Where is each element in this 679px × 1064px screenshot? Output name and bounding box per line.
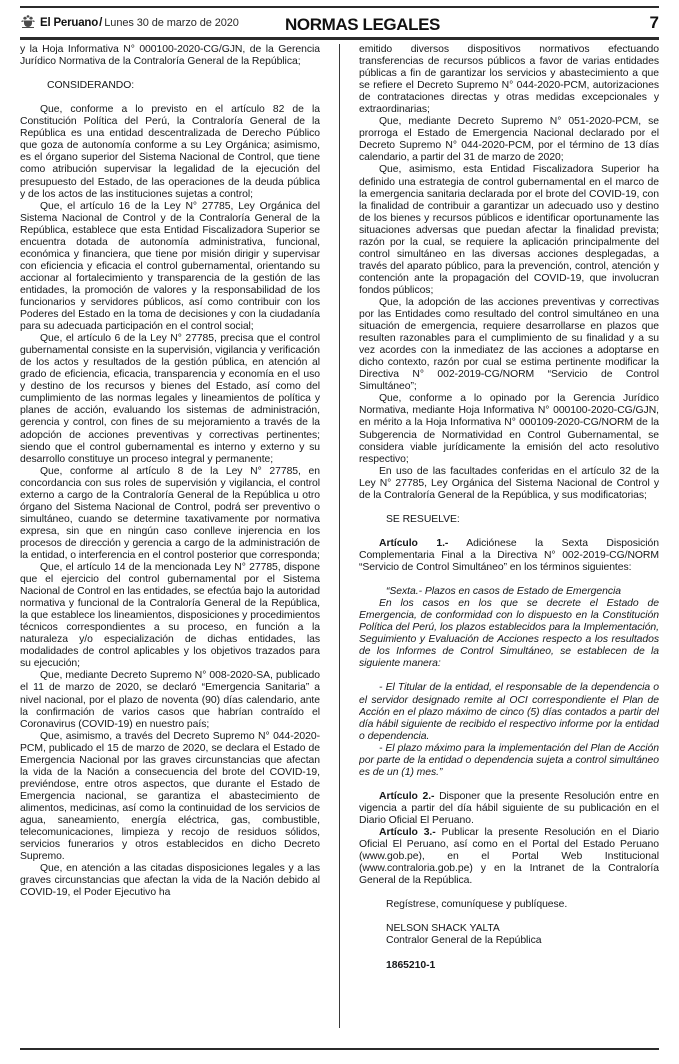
section-title: NORMAS LEGALES [285, 15, 440, 34]
articulo-3 [359, 827, 659, 887]
articulo-1-label: Artículo 1.- [379, 537, 449, 549]
articulo-3-label: Artículo 3.- [379, 827, 436, 839]
quoted-bullet-1: - El Titular de la entidad, el responsable de la dependencia o el servidor designado remite al OCI correspondiente el Plan de Acción en el plazo máximo de cinco (5) días contados a partir del día hábil siguiente de recibido el respectivo informe por la entidad o dependencia. [359, 682, 659, 742]
paragraph: Que, asimismo, esta Entidad Fiscalizadora Superior ha definido una estrategia de control gubernamental en el marco de la emergencia sanitaria declarada por el brote del COVID-19, con la finalidad de contribuir a garantizar un adecuado uso y destino de los bienes y recursos públicos e identificar oportunamente las situaciones adversas que puedan afectar la finalidad prevista; razón por la cual, se requiere la aplicación principalmente del control simultáneo en las diversas acciones desplegadas, a través del aparato público, para la prevención, control, atención y contención ante la propagación del COVID-19, que involucran fondos públicos; [359, 164, 659, 296]
masthead-row [20, 9, 659, 37]
column-divider [339, 44, 340, 1028]
masthead-separator: / [99, 17, 103, 29]
paragraph: Que, la adopción de las acciones preventivas y correctivas por las Entidades como resultado del control simultáneo en una situación de emergencia, requiere desarrollarse en plazos que resulten razonables para el cumplimiento de su finalidad y a su vez acordes con la inmediatez de las acciones a adoptarse en dicho contexto, razón por cual se estima pertinente modificar la Directiva N° 002-2019-CG/NORM “Servicio de Control Simultáneo”; [359, 296, 659, 393]
masthead-top-rule [20, 6, 659, 8]
quoted-bullet-2: - El plazo máximo para la implementación del Plan de Acción por parte de la entidad o dependencia sujeta a control simultáneo es de un (1) mes.” [359, 742, 659, 778]
paragraph: En uso de las facultades conferidas en el artículo 32 de la Ley N° 27785, Ley Orgánica del Sistema Nacional de Control y de la Contraloría General de la República, y sus modificatorias; [359, 465, 659, 501]
page-number: 7 [649, 13, 659, 32]
signer-role: Contralor General de la República [386, 935, 542, 947]
articulo-3-text: Publicar la presente Resolución en el Diario Oficial El Peruano, así como en el Portal del Estado Peruano (www.gob.pe), en el Portal Web Institucional (www.contraloria.gob.pe) y en la Intranet de la Contraloría General de la República. [359, 827, 659, 887]
paragraph: Que, en atención a las citadas disposiciones legales y a las graves circunstancias que afectan la vida de la Nación debido al COVID-19, el Poder Ejecutivo ha [20, 863, 320, 899]
paragraph: Que, mediante Decreto Supremo N° 008-2020-SA, publicado el 11 de marzo de 2020, se declaró “Emergencia Sanitaria” a nivel nacional, por el plazo de noventa (90) días calendario, ante la confirmación de varios casos que habrían contraído el Coronavirus (COVID-19) en nuestro país; [20, 670, 320, 730]
paragraph: Que, el artículo 14 de la mencionada Ley N° 27785, dispone que el ejercicio del control gubernamental por el Sistema Nacional de Control en las entidades, se efectúa bajo la autoridad normativa y funcional de la Contraloría General de la República, la que establece los lineamientos, disposiciones y procedimientos técnicos correspondientes a su proceso, en función a la naturaleza y/o especialización de dichas entidades, las modalidades de control aplicables y los objetivos trazados para su ejecución; [20, 562, 320, 670]
paragraph: Que, conforme al artículo 8 de la Ley N° 27785, en concordancia con sus roles de supervisión y vigilancia, el control externo a cargo de la Contraloría General de la República u otro órgano del Sistema Nacional de Control, podrá ser preventivo o simultáneo, cuando se determine taxativamente por normativa expresa, sin que en ningún caso conlleve injerencia en los procesos de dirección y gerencia a cargo de la administración de la entidad, o interferencia en el control posterior que corresponda; [20, 465, 320, 561]
closing-formula: Regístrese, comuníquese y publíquese. [386, 899, 568, 911]
right-column [359, 44, 659, 1028]
articulo-1 [359, 538, 659, 574]
publication-name: El Peruano [40, 17, 99, 29]
paragraph: Que, el artículo 16 de la Ley N° 27785, Ley Orgánica del Sistema Nacional de Control y de la Contraloría General de la República, establece que esta Entidad Fiscalizadora Superior se encuentra dotada de autonomía administrativa, funcional, económica y financiera, que tiene por misión dirigir y supervisar con eficiencia y eficacia el control gubernamental, orientando su accionar al fortalecimiento y transparencia de la gestión de las entidades, la promoción de valores y la responsabilidad de los funcionarios y servidores públicos, así como contribuir con los Poderes del Estado en la toma de decisiones y con la ciudadanía para su adecuada participación en el control social; [20, 200, 320, 333]
articulo-2 [359, 791, 659, 827]
footer-rule [20, 1048, 659, 1050]
body-columns [20, 44, 659, 1028]
paragraph: Que, mediante Decreto Supremo N° 051-2020-PCM, se prorroga el Estado de Emergencia Nacional declarado por el Decreto Supremo N° 044-2020-PCM, por el término de 13 días calendario, a partir del 31 de marzo de 2020; [359, 116, 659, 164]
column-gutter [320, 44, 359, 1028]
paragraph: Que, conforme a lo previsto en el artículo 82 de la Constitución Política del Perú, la Contraloría General de la República es una entidad descentralizada de Derecho Público que goza de autonomía conforme a su Ley Orgánica; asimismo, es el órgano superior del Sistema Nacional de Control, que tiene como atribución supervisar la legalidad de la ejecución del presupuesto del Estado, de las operaciones de la deuda pública y de los actos de las instituciones sujetas a control; [20, 104, 320, 200]
quoted-body: En los casos en los que se decrete el Estado de Emergencia, de conformidad con lo dispuesto en la Constitución Política del Perú, los plazos establecidos para la Implementación, Seguimiento y Evaluación de Acciones respecto a los resultados de los Informes de Control Simultáneo, se establecen de la siguiente manera: [359, 598, 659, 670]
articulo-2-label: Artículo 2.- [379, 790, 435, 802]
left-column [20, 44, 320, 1028]
paragraph: y la Hoja Informativa N° 000100-2020-CG/GJN, de la Gerencia Jurídico Normativa de la Contraloría General de la República; [20, 44, 320, 68]
articulo-1-text: Adiciónese la Sexta Disposición Complementaria Final a la Directiva N° 002-2019-CG/NORM “Servicio de Control Simultáneo” en los términos siguientes: [359, 537, 659, 574]
se-resuelve-heading: SE RESUELVE: [386, 513, 460, 525]
peru-coat-of-arms-icon [20, 15, 36, 31]
quoted-heading: “Sexta.- Plazos en casos de Estado de Emergencia [386, 586, 621, 598]
paragraph: Que, asimismo, a través del Decreto Supremo N° 044-2020-PCM, publicado el 15 de marzo de 2020, se declara el Estado de Emergencia Nacional por las graves circunstancias que afectan la vida de la Nación a consecuencia del brote del COVID-19, previéndose, entre otros aspectos, que durante el Estado de Emergencia nacional, se garantiza el abastecimiento de alimentos, medicinas, así como la continuidad de los servicios de agua, saneamiento, energía eléctrica, gas, combustible, telecomunicaciones, limpieza y recojo de residuos sólidos, servicios funerarios y otros establecidos en dicho Decreto Supremo. [20, 730, 320, 863]
considerando-heading: CONSIDERANDO: [47, 80, 135, 92]
masthead [20, 6, 659, 40]
paragraph-continuation: emitido diversos dispositivos normativos efectuando transferencias de recursos públicos a favor de varias entidades públicas a fin de garantizar los servicios y abastecimiento a que se refiere el Decreto Supremo N° 044-2020-PCM, autorizaciones de contrataciones directas y otras medidas excepcionales y extraordinarias; [359, 44, 659, 116]
issue-date: Lunes 30 de marzo de 2020 [104, 17, 239, 29]
signer-name: NELSON SHACK YALTA [386, 923, 500, 935]
articulo-2-text: Disponer que la presente Resolución entre en vigencia a partir del día hábil siguiente de su publicación en el Diario Oficial El Peruano. [359, 790, 659, 826]
paragraph: Que, conforme a lo opinado por la Gerencia Jurídico Normativa, mediante Hoja Informativa N° 000100-2020-CG/GJN, en mérito a la Hoja Informativa N° 000109-2020-CG/NORM de la Subgerencia de Normatividad en Control Gubernamental, se considera viable jurídicamente la emisión del acto resolutivo respectivo; [359, 393, 659, 465]
masthead-bottom-rule [20, 37, 659, 40]
document-code: 1865210-1 [386, 959, 436, 971]
paragraph: Que, el artículo 6 de la Ley N° 27785, precisa que el control gubernamental consiste en la supervisión, vigilancia y verificación de los actos y resultados de la gestión pública, en atención al grado de eficiencia, eficacia, transparencia y economía en el uso y destino de los recursos y bienes del Estado, así como del cumplimiento de las normas legales y lineamientos de política y planes de acción, evaluando los sistemas de administración, gerencia y control, con fines de su mejoramiento a través de la adopción de acciones preventivas y correctivas pertinentes; siendo que el control gubernamental es interno y externo y su desarrollo constituye un proceso integral y permanente; [20, 333, 320, 465]
